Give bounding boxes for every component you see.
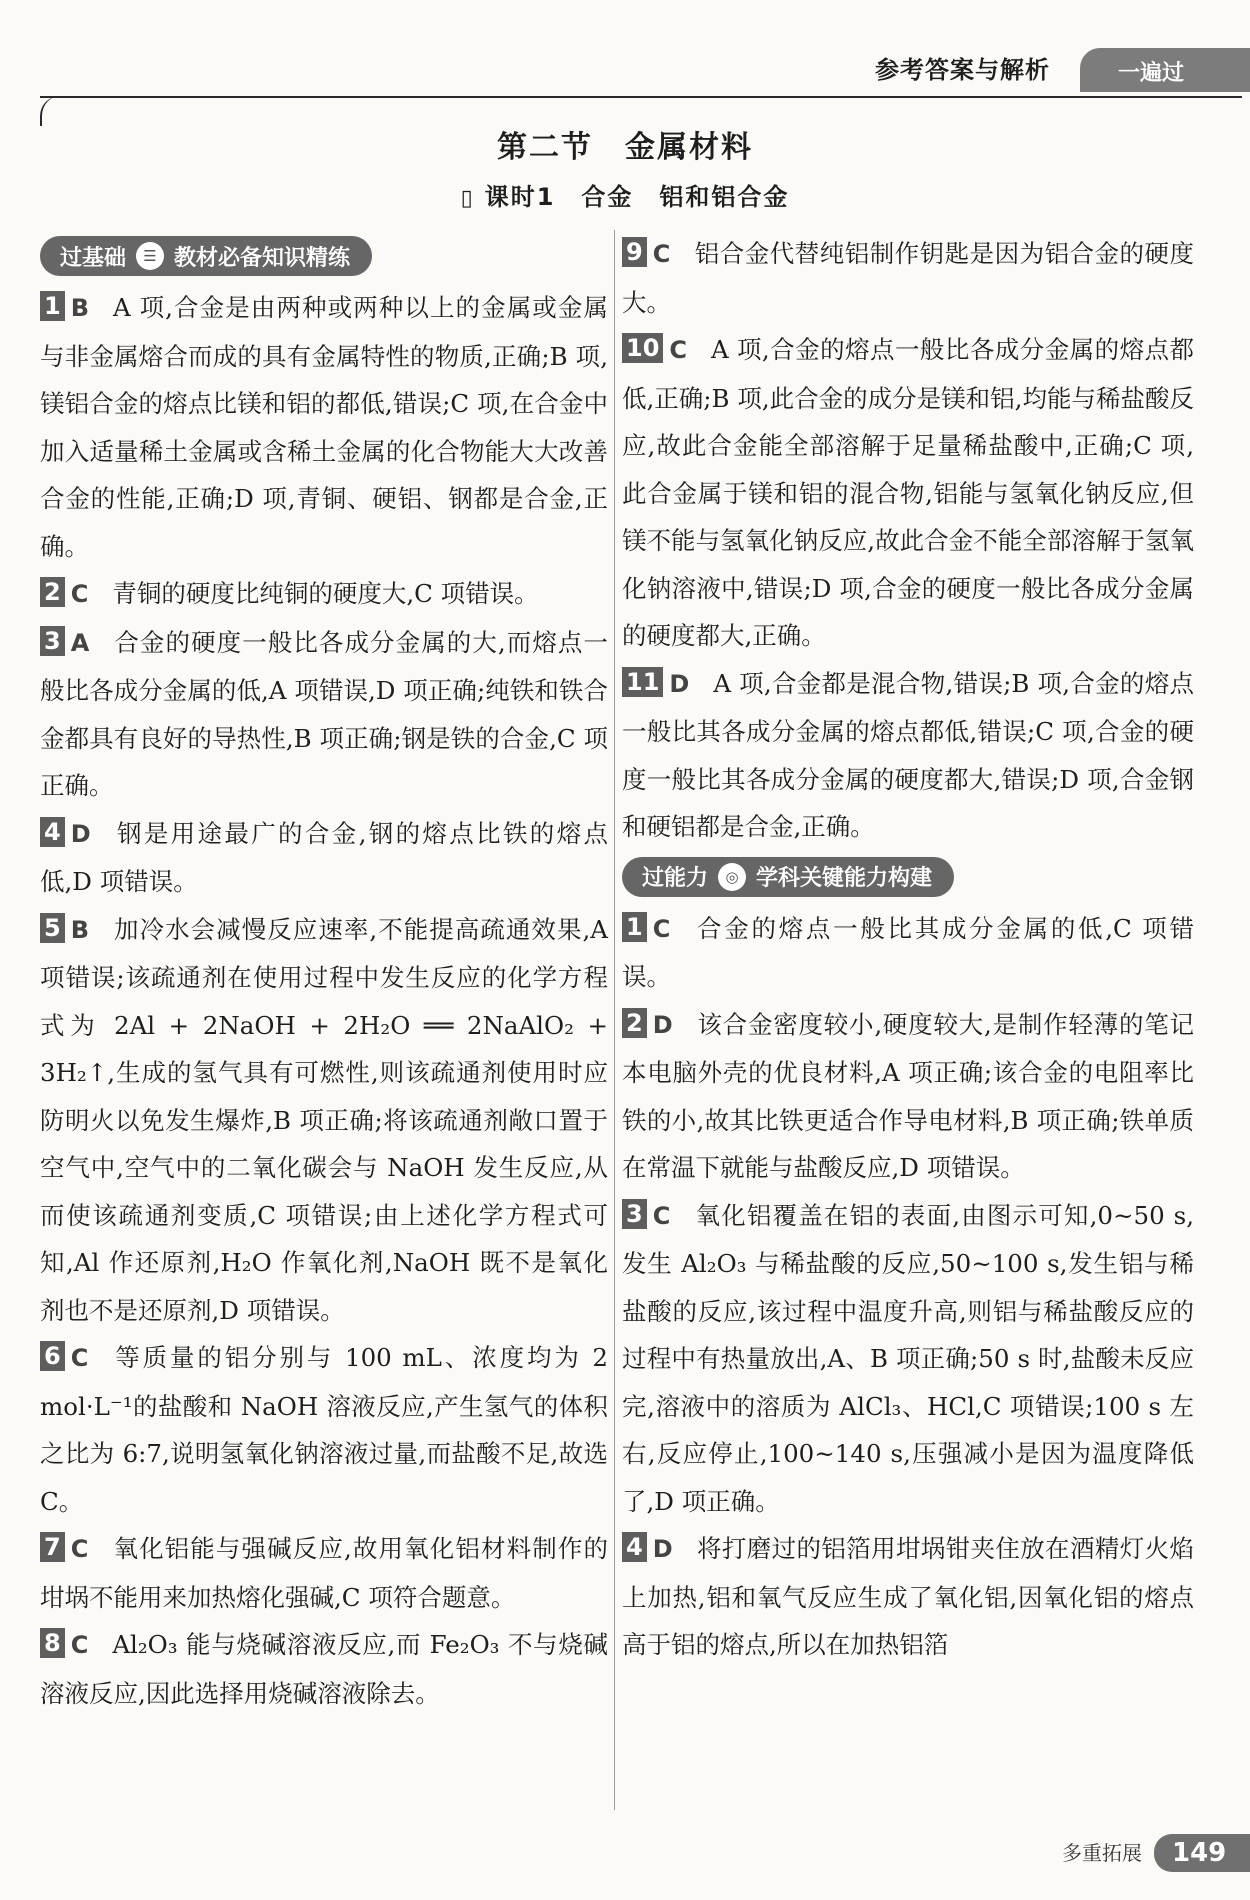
answer-list-ability	[622, 905, 1194, 1669]
answer-letter: C	[70, 1344, 89, 1372]
explanation-text: 该合金密度较小,硬度较大,是制作轻薄的笔记本电脑外壳的优良材料,A 项正确;该合金的电阻率比铁的小,故其比铁更适合作导电材料,B 项正确;铁单质在常温下就能与盐酸反应,D 项错误。	[622, 1009, 1194, 1182]
header-rule	[40, 96, 1242, 98]
answer-item	[622, 1192, 1194, 1526]
answer-letter: D	[652, 1010, 673, 1039]
question-number: 1	[622, 912, 647, 942]
question-number: 8	[40, 1628, 65, 1658]
answer-letter: B	[70, 294, 89, 322]
answer-item	[622, 230, 1194, 326]
banner-basic-label: 过基础	[60, 245, 127, 271]
answer-list-basic-cont	[622, 230, 1194, 851]
answer-letter: D	[669, 669, 690, 698]
target-icon: ◎	[718, 863, 746, 891]
banner-ability-label: 过能力	[642, 866, 709, 891]
question-number: 4	[40, 817, 65, 847]
answer-item	[622, 1001, 1194, 1192]
section-title: 第二节 金属材料	[497, 130, 753, 165]
question-number: 10	[622, 333, 663, 363]
right-column	[622, 230, 1194, 1669]
answer-letter: A	[70, 628, 90, 657]
question-number: 2	[40, 577, 65, 607]
page-number-tab	[1154, 1834, 1250, 1872]
explanation-text: 青铜的硬度比纯铜的硬度大,C 项错误。	[112, 579, 539, 608]
book-icon: ▯	[460, 186, 475, 211]
question-number: 6	[40, 1341, 65, 1371]
answer-letter: C	[652, 914, 671, 943]
explanation-text: 合金的硬度一般比各成分金属的大,而熔点一般比各成分金属的低,A 项错误,D 项正确;纯铁和铁合金都具有良好的导热性,B 项正确;钢是铁的合金,C 项正确。	[40, 627, 608, 800]
left-column	[40, 230, 608, 1717]
explanation-text: Al₂O₃ 能与烧碱溶液反应,而 Fe₂O₃ 不与烧碱溶液反应,因此选择用烧碱溶液除去。	[40, 1630, 608, 1708]
answer-letter: C	[652, 240, 671, 268]
explanation-text: A 项,合金都是混合物,错误;B 项,合金的熔点一般比其各成分金属的熔点都低,错误;C 项,合金的硬度一般比其各成分金属的硬度都大,错误;D 项,合金钢和硬铝都是合金,正确。	[622, 668, 1194, 841]
answer-letter: D	[70, 819, 91, 848]
answer-item	[40, 1334, 608, 1525]
answer-item	[40, 906, 608, 1335]
header-brand-tab	[1080, 48, 1250, 92]
lesson-title	[0, 177, 1250, 212]
explanation-text: 氧化铝覆盖在铝的表面,由图示可知,0~50 s,发生 Al₂O₃ 与稀盐酸的反应,50~100 s,发生铝与稀盐酸的反应,该过程中温度升高,则铝与稀盐酸反应的过程中有热量放出,A、B 项正确;50 s 时,盐酸未反应完,溶液中的溶质为 AlCl₃、HCl,C 项错误;100 s 左右,反应停止,100~140 s,压强减小是因为温度降低了,D 项正确。	[622, 1200, 1194, 1516]
explanation-text: 合金的熔点一般比其成分金属的低,C 项错误。	[622, 913, 1194, 991]
explanation-text: 氧化铝能与强碱反应,故用氧化铝材料制作的坩埚不能用来加热熔化强碱,C 项符合题意。	[40, 1534, 608, 1612]
answer-item	[40, 284, 608, 570]
question-number: 11	[622, 667, 663, 697]
explanation-text: A 项,合金是由两种或两种以上的金属或金属与非金属熔合而成的具有金属特性的物质,正确;B 项,镁铝合金的熔点比镁和铝的都低,错误;C 项,在合金中加入适量稀土金属或含稀土金属的化合物能大大改善合金的性能,正确;D 项,青铜、硬铝、钢都是合金,正确。	[40, 293, 608, 561]
answer-item	[622, 660, 1194, 851]
explanation-text: 将打磨过的铝箔用坩埚钳夹住放在酒精灯火焰上加热,铝和氧气反应生成了氧化铝,因氧化铝的熔点高于铝的熔点,所以在加热铝箔	[622, 1534, 1194, 1659]
question-number: 3	[622, 1199, 647, 1229]
answer-item	[622, 905, 1194, 1001]
page-number: 149	[1172, 1838, 1227, 1868]
answer-letter: C	[70, 1535, 89, 1563]
answer-list-basic	[40, 284, 608, 1717]
answer-item	[40, 570, 608, 619]
header-title: 参考答案与解析	[875, 56, 1050, 84]
answer-letter: C	[652, 1201, 671, 1230]
question-number: 7	[40, 1532, 65, 1562]
explanation-text: 等质量的铝分别与 100 mL、浓度均为 2 mol·L⁻¹的盐酸和 NaOH 溶液反应,产生氢气的体积之比为 6:7,说明氢氧化钠溶液过量,而盐酸不足,故选 C。	[40, 1343, 608, 1516]
banner-ability-sub: 学科关键能力构建	[756, 866, 933, 891]
explanation-text: 加冷水会减慢反应速率,不能提高疏通效果,A 项错误;该疏通剂在使用过程中发生反应的化学方程式为 2Al + 2NaOH + 2H₂O ══ 2NaAlO₂ + 3H₂↑,生成的氢气具有可燃性,则该疏通剂使用时应防明火以免发生爆炸,B 项正确;将该疏通剂敞口置于空气中,空气中的二氧化碳会与 NaOH 发生反应,从而使该疏通剂变质,C 项错误;由上述化学方程式可知,Al 作还原剂,H₂O 作氧化剂,NaOH 既不是氧化剂也不是还原剂,D 项错误。	[40, 914, 608, 1325]
question-number: 1	[40, 291, 65, 321]
explanation-text: 钢是用途最广的合金,钢的熔点比铁的熔点低,D 项错误。	[40, 818, 608, 896]
answer-item	[40, 1525, 608, 1621]
banner-basic-sub: 教材必备知识精练	[174, 245, 351, 271]
answer-item	[40, 810, 608, 906]
question-number: 4	[622, 1532, 647, 1562]
banner-basic	[40, 236, 372, 276]
answer-letter: C	[669, 336, 688, 364]
answer-letter: C	[70, 1631, 89, 1659]
banner-ability	[622, 857, 954, 897]
question-number: 2	[622, 1008, 647, 1038]
question-number: 9	[622, 237, 647, 267]
answer-item	[40, 1621, 608, 1717]
column-divider	[614, 230, 615, 1810]
explanation-text: A 项,合金的熔点一般比各成分金属的熔点都低,正确;B 项,此合金的成分是镁和铝,均能与稀盐酸反应,故此合金能全部溶解于足量稀盐酸中,正确;C 项,此合金属于镁和铝的混合物,铝能与氢氧化钠反应,但镁不能与氢氧化钠反应,故此合金不能全部溶解于氢氧化钠溶液中,错误;D 项,合金的硬度一般比各成分金属的硬度都大,正确。	[622, 335, 1194, 650]
question-number: 3	[40, 626, 65, 656]
answer-letter: D	[652, 1535, 673, 1563]
question-number: 5	[40, 913, 65, 943]
header-brand: 一遍过	[1118, 61, 1185, 86]
lesson-title-text: 课时1 合金 铝和铝合金	[484, 183, 790, 211]
answer-letter: B	[70, 915, 89, 944]
answer-letter: C	[70, 580, 89, 608]
notebook-icon: ☰	[136, 242, 164, 270]
footer-label: 多重拓展	[1062, 1841, 1142, 1865]
answer-item	[622, 326, 1194, 660]
answer-item	[40, 619, 608, 810]
answer-item	[622, 1525, 1194, 1669]
explanation-text: 铝合金代替纯铝制作钥匙是因为铝合金的硬度大。	[622, 239, 1194, 317]
